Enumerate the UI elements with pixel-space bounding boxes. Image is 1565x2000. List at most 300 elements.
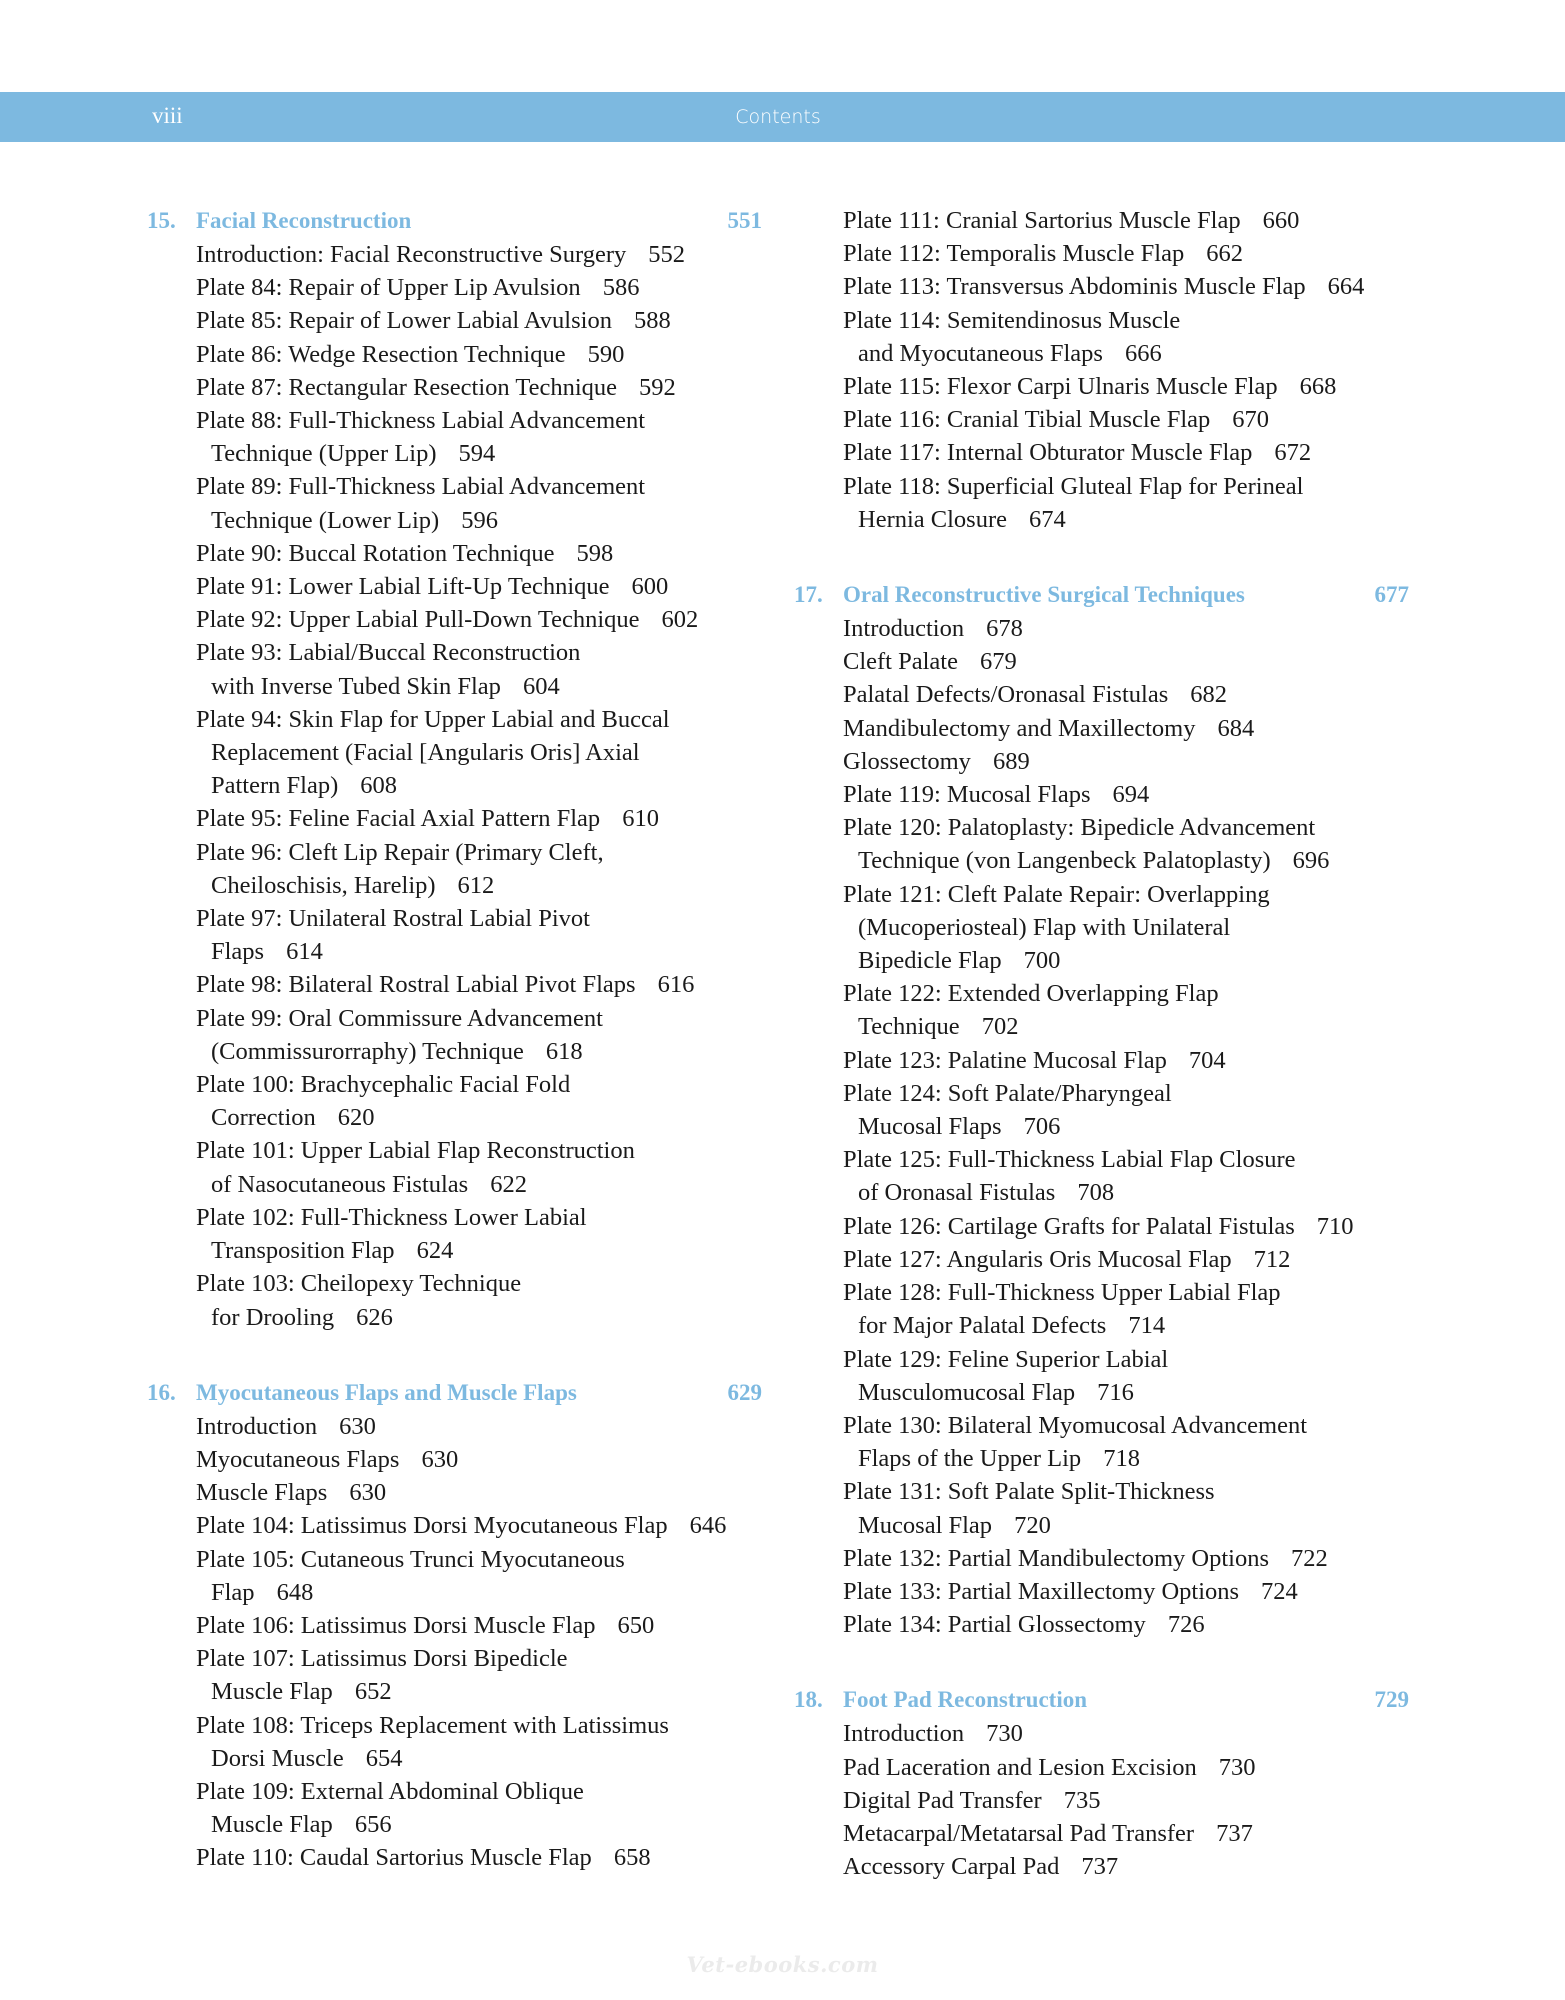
toc-entry-page: 660 bbox=[1262, 207, 1300, 234]
toc-chapter bbox=[147, 204, 762, 1334]
toc-entry-line bbox=[196, 537, 762, 570]
toc-entry-page: 618 bbox=[545, 1037, 583, 1065]
toc-entry bbox=[196, 703, 762, 803]
toc-entry-text: Flap bbox=[211, 1578, 255, 1606]
toc-entry-page: 626 bbox=[356, 1303, 393, 1331]
toc-chapter bbox=[794, 578, 1409, 1641]
toc-entry bbox=[843, 612, 1409, 645]
toc-entry bbox=[843, 1276, 1409, 1342]
toc-entry-line bbox=[843, 1475, 1409, 1508]
toc-entry-line bbox=[843, 745, 1409, 778]
toc-entry-line bbox=[843, 1309, 1409, 1342]
toc-entry-line bbox=[843, 778, 1409, 811]
toc-entry-page: 718 bbox=[1103, 1445, 1140, 1473]
toc-entry bbox=[843, 678, 1409, 711]
toc-entry bbox=[196, 271, 762, 304]
toc-entry-text: Musculomucosal Flap bbox=[858, 1378, 1076, 1406]
toc-entry bbox=[196, 570, 762, 603]
chapter-title: Facial Reconstruction bbox=[196, 208, 412, 233]
toc-entry-page: 652 bbox=[354, 1678, 392, 1706]
toc-entry-line bbox=[196, 570, 762, 603]
toc-entry-line bbox=[843, 1044, 1409, 1077]
toc-entry-text: Plate 122: Extended Overlapping Flap bbox=[843, 980, 1219, 1008]
toc-entry-line bbox=[196, 769, 762, 802]
toc-entry bbox=[843, 304, 1409, 370]
toc-entry bbox=[196, 968, 762, 1001]
toc-entry-text: Plate 123: Palatine Mucosal Flap bbox=[843, 1046, 1167, 1074]
toc-entry-text: Muscle Flap bbox=[211, 1811, 333, 1839]
toc-entry-line bbox=[843, 612, 1409, 645]
toc-entry-line bbox=[843, 878, 1409, 911]
toc-entry-text: Bipedicle Flap bbox=[858, 947, 1002, 975]
toc-entry-page: 720 bbox=[1014, 1511, 1051, 1539]
toc-entry-text: Plate 106: Latissimus Dorsi Muscle Flap bbox=[196, 1611, 596, 1639]
toc-entry-text: Plate 93: Labial/Buccal Reconstruction bbox=[196, 639, 581, 667]
toc-entry-page: 672 bbox=[1274, 439, 1312, 467]
toc-entry-text: Metacarpal/Metatarsal Pad Transfer bbox=[843, 1819, 1195, 1847]
toc-entry-line bbox=[196, 968, 762, 1001]
toc-entry-line bbox=[196, 869, 762, 902]
toc-entry-text: Plate 111: Cranial Sartorius Muscle Flap bbox=[843, 207, 1241, 234]
toc-entry-line bbox=[196, 1035, 762, 1068]
toc-entry-text: Plate 84: Repair of Upper Lip Avulsion bbox=[196, 274, 581, 302]
toc-entry-page: 724 bbox=[1261, 1577, 1298, 1605]
toc-entry-text: Glossectomy bbox=[843, 747, 971, 775]
toc-entry-page: 622 bbox=[490, 1170, 527, 1198]
toc-entry-text: Plate 98: Bilateral Rostral Labial Pivot Flaps bbox=[196, 971, 636, 999]
toc-entry-text: Plate 94: Skin Flap for Upper Labial and Buccal bbox=[196, 705, 670, 733]
toc-entry-page: 610 bbox=[622, 805, 659, 833]
chapter-page-number: 551 bbox=[727, 208, 762, 233]
toc-entry bbox=[196, 1775, 762, 1841]
toc-entry-line bbox=[196, 1476, 762, 1509]
toc-entry-text: Technique (Upper Lip) bbox=[211, 440, 437, 468]
toc-entry-text: (Commissurorraphy) Technique bbox=[211, 1037, 524, 1065]
toc-entry-text: Plate 90: Buccal Rotation Technique bbox=[196, 539, 555, 567]
toc-entry-line bbox=[843, 944, 1409, 977]
toc-entry bbox=[196, 1709, 762, 1775]
toc-entry-page: 726 bbox=[1167, 1611, 1205, 1639]
toc-entry bbox=[843, 745, 1409, 778]
chapter-title: Oral Reconstructive Surgical Techniques bbox=[843, 582, 1245, 608]
toc-entry-line bbox=[843, 337, 1409, 370]
toc-entry-page: 624 bbox=[416, 1237, 454, 1265]
toc-entry bbox=[843, 1243, 1409, 1276]
toc-entry bbox=[843, 370, 1409, 403]
toc-entry bbox=[196, 537, 762, 570]
toc-entry-text: Dorsi Muscle bbox=[211, 1744, 344, 1772]
toc-entry-page: 596 bbox=[461, 506, 498, 534]
toc-entry bbox=[843, 1409, 1409, 1475]
toc-entry-line bbox=[196, 1234, 762, 1267]
toc-entry-text: Transposition Flap bbox=[211, 1237, 395, 1265]
toc-entry bbox=[843, 1717, 1409, 1750]
toc-entry-text: Mucosal Flap bbox=[858, 1511, 993, 1539]
toc-entry-page: 612 bbox=[457, 871, 495, 899]
chapter-title: Myocutaneous Flaps and Muscle Flaps bbox=[196, 1379, 577, 1405]
toc-entry-page: 714 bbox=[1128, 1312, 1166, 1340]
toc-entry-line bbox=[196, 670, 762, 703]
toc-entry-line bbox=[843, 1850, 1409, 1883]
toc-entry-page: 666 bbox=[1124, 339, 1162, 367]
toc-entry-text: Introduction bbox=[196, 1412, 318, 1440]
toc-entry-text: Flaps of the Upper Lip bbox=[858, 1445, 1082, 1473]
toc-entry-text: Plate 130: Bilateral Myomucosal Advancement bbox=[843, 1411, 1308, 1439]
toc-entry-text: for Drooling bbox=[211, 1303, 335, 1331]
toc-entry-text: Plate 103: Cheilopexy Technique bbox=[196, 1270, 522, 1298]
toc-entry-page: 592 bbox=[639, 373, 676, 401]
toc-entry-page: 700 bbox=[1023, 947, 1061, 975]
toc-column-left bbox=[147, 204, 762, 1917]
toc-entry-text: Technique (von Langenbeck Palatoplasty) bbox=[858, 847, 1271, 875]
toc-entry-text: Muscle Flaps bbox=[196, 1479, 328, 1507]
running-header-title: Contents bbox=[735, 106, 821, 128]
toc-entry-line bbox=[843, 237, 1409, 270]
toc-entry-line bbox=[196, 1675, 762, 1708]
toc-entry bbox=[196, 1134, 762, 1200]
toc-entry bbox=[843, 204, 1409, 237]
toc-entry-line bbox=[843, 811, 1409, 844]
toc-entry-page: 722 bbox=[1290, 1544, 1328, 1572]
toc-entry bbox=[843, 1044, 1409, 1077]
toc-entry-line bbox=[843, 977, 1409, 1010]
toc-entry-text: Plate 97: Unilateral Rostral Labial Pivot bbox=[196, 905, 590, 933]
toc-entry bbox=[843, 1575, 1409, 1608]
toc-entry-line bbox=[196, 1841, 762, 1874]
toc-entry-text: Plate 118: Superficial Gluteal Flap for Perineal bbox=[843, 472, 1304, 500]
toc-entry-page: 704 bbox=[1188, 1046, 1226, 1074]
toc-entry-text: Plate 88: Full-Thickness Labial Advancement bbox=[196, 407, 646, 435]
toc-entry-page: 552 bbox=[648, 241, 685, 268]
chapter-number: 17. bbox=[794, 582, 823, 608]
toc-entry-text: Plate 89: Full-Thickness Labial Advancement bbox=[196, 473, 646, 501]
toc-entry-text: Plate 134: Partial Glossectomy bbox=[843, 1611, 1146, 1639]
toc-entry-text: of Nasocutaneous Fistulas bbox=[211, 1170, 469, 1198]
toc-entry-page: 662 bbox=[1206, 240, 1243, 268]
toc-entry-line bbox=[196, 238, 762, 271]
toc-entry-line bbox=[843, 1276, 1409, 1309]
toc-entry-line bbox=[196, 1775, 762, 1808]
toc-entry-text: Technique (Lower Lip) bbox=[211, 506, 440, 534]
toc-entry bbox=[196, 1267, 762, 1333]
toc-entry bbox=[843, 1210, 1409, 1243]
toc-entry-page: 664 bbox=[1327, 273, 1365, 301]
toc-entry-text: Plate 128: Full-Thickness Upper Labial Flap bbox=[843, 1279, 1281, 1307]
toc-column-right bbox=[794, 204, 1409, 1925]
toc-entry-page: 674 bbox=[1029, 505, 1066, 533]
chapter-page-number: 629 bbox=[727, 1379, 762, 1405]
chapter-title: Foot Pad Reconstruction bbox=[843, 1687, 1088, 1713]
toc-entry-text: Replacement (Facial [Angularis Oris] Axial bbox=[211, 739, 640, 767]
toc-entry bbox=[196, 1002, 762, 1068]
toc-entry-line bbox=[843, 370, 1409, 403]
toc-entry-line bbox=[196, 1709, 762, 1742]
toc-entry bbox=[843, 712, 1409, 745]
toc-entry-page: 668 bbox=[1299, 373, 1337, 401]
toc-entry bbox=[843, 470, 1409, 536]
toc-entry-page: 646 bbox=[689, 1512, 727, 1540]
toc-entry-page: 616 bbox=[657, 971, 695, 999]
toc-entry-text: Palatal Defects/Oronasal Fistulas bbox=[843, 681, 1169, 709]
toc-entries bbox=[147, 1410, 762, 1875]
toc-entry-text: Plate 125: Full-Thickness Labial Flap Closure bbox=[843, 1146, 1296, 1174]
toc-entry-page: 708 bbox=[1077, 1179, 1115, 1207]
toc-entry bbox=[196, 338, 762, 371]
toc-entry-line bbox=[843, 1010, 1409, 1043]
toc-entry-line bbox=[843, 1542, 1409, 1575]
toc-entry-line bbox=[843, 1751, 1409, 1784]
toc-entry-page: 694 bbox=[1112, 781, 1150, 809]
toc-entry bbox=[196, 470, 762, 536]
toc-entry-line bbox=[196, 1168, 762, 1201]
toc-entry-text: Plate 129: Feline Superior Labial bbox=[843, 1345, 1169, 1373]
toc-entry-text: for Major Palatal Defects bbox=[858, 1312, 1107, 1340]
toc-entry bbox=[843, 878, 1409, 978]
toc-entry-text: Plate 87: Rectangular Resection Technique bbox=[196, 373, 618, 401]
toc-entry bbox=[843, 778, 1409, 811]
toc-entry-line bbox=[196, 736, 762, 769]
chapter-heading bbox=[794, 578, 1409, 612]
toc-entry-line bbox=[196, 271, 762, 304]
toc-entry-text: Introduction bbox=[843, 615, 965, 643]
toc-entry bbox=[843, 1343, 1409, 1409]
toc-entry-page: 654 bbox=[365, 1744, 403, 1772]
toc-entry-text: Hernia Closure bbox=[858, 505, 1007, 533]
toc-entry bbox=[196, 1201, 762, 1267]
toc-entry-text: Plate 109: External Abdominal Oblique bbox=[196, 1777, 584, 1805]
toc-entry-line bbox=[843, 1575, 1409, 1608]
toc-entry-text: Plate 131: Soft Palate Split-Thickness bbox=[843, 1478, 1215, 1506]
toc-entry-text: Plate 95: Feline Facial Axial Pattern Flap bbox=[196, 805, 601, 833]
toc-entry-line bbox=[196, 1068, 762, 1101]
toc-entry-text: Cleft Palate bbox=[843, 648, 958, 676]
toc-entry-line bbox=[196, 1808, 762, 1841]
toc-entry bbox=[196, 304, 762, 337]
toc-entry-page: 630 bbox=[349, 1479, 387, 1507]
toc-entry-page: 600 bbox=[631, 573, 669, 601]
toc-entry-text: Introduction: Facial Reconstructive Surgery bbox=[196, 241, 627, 268]
toc-entry-line bbox=[843, 1442, 1409, 1475]
toc-entry-line bbox=[196, 1543, 762, 1576]
toc-entry-text: Introduction bbox=[843, 1720, 965, 1748]
toc-entry-text: Plate 116: Cranial Tibial Muscle Flap bbox=[843, 406, 1211, 434]
toc-entry bbox=[196, 1068, 762, 1134]
toc-entry-line bbox=[196, 504, 762, 537]
toc-entry-text: Myocutaneous Flaps bbox=[196, 1445, 400, 1473]
toc-entry-line bbox=[196, 1576, 762, 1609]
chapter-heading bbox=[794, 1683, 1409, 1717]
toc-entry-text: Plate 114: Semitendinosus Muscle bbox=[843, 306, 1181, 334]
toc-entry-text: of Oronasal Fistulas bbox=[858, 1179, 1056, 1207]
toc-entry-text: Plate 110: Caudal Sartorius Muscle Flap bbox=[196, 1844, 592, 1872]
toc-entry-text: Plate 104: Latissimus Dorsi Myocutaneous Flap bbox=[196, 1512, 668, 1540]
toc-entry-line bbox=[843, 645, 1409, 678]
toc-entry-text: Plate 126: Cartilage Grafts for Palatal Fistulas bbox=[843, 1212, 1295, 1240]
toc-entry-page: 678 bbox=[986, 615, 1023, 643]
toc-entry-line bbox=[843, 1176, 1409, 1209]
toc-entries bbox=[794, 1717, 1409, 1883]
toc-entry-page: 648 bbox=[276, 1578, 314, 1606]
toc-entry-line bbox=[196, 836, 762, 869]
toc-chapter bbox=[794, 204, 1409, 536]
toc-entry-line bbox=[196, 636, 762, 669]
toc-entry-text: Cheiloschisis, Harelip) bbox=[211, 871, 436, 899]
toc-entry bbox=[843, 1475, 1409, 1541]
toc-entry-text: Plate 101: Upper Labial Flap Reconstruction bbox=[196, 1137, 635, 1165]
watermark: Vet-ebooks.com bbox=[686, 1952, 879, 1977]
toc-entry-line bbox=[196, 437, 762, 470]
chapter-number: 15. bbox=[147, 208, 176, 233]
toc-entries bbox=[794, 204, 1409, 536]
chapter-number: 16. bbox=[147, 1379, 176, 1405]
toc-entry-page: 650 bbox=[617, 1611, 655, 1639]
toc-entry bbox=[843, 811, 1409, 877]
toc-entry-page: 689 bbox=[992, 747, 1030, 775]
toc-entry-line bbox=[843, 403, 1409, 436]
toc-entry-line bbox=[196, 1443, 762, 1476]
toc-entry-text: Plate 92: Upper Labial Pull-Down Technique bbox=[196, 606, 640, 634]
toc-entry-line bbox=[196, 1267, 762, 1300]
toc-entry-page: 670 bbox=[1232, 406, 1270, 434]
toc-entry-text: Flaps bbox=[211, 938, 265, 966]
toc-entry-page: 620 bbox=[337, 1104, 375, 1132]
toc-entry-line bbox=[196, 1410, 762, 1443]
toc-entry-text: Plate 108: Triceps Replacement with Latissimus bbox=[196, 1711, 669, 1739]
toc-entry-text: Plate 99: Oral Commissure Advancement bbox=[196, 1004, 603, 1032]
toc-entry bbox=[196, 371, 762, 404]
toc-entry-text: Technique bbox=[858, 1013, 960, 1041]
toc-entry-page: 594 bbox=[458, 440, 496, 468]
toc-entry-page: 608 bbox=[360, 772, 397, 800]
toc-entry-text: Pattern Flap) bbox=[211, 772, 339, 800]
toc-entry bbox=[843, 1850, 1409, 1883]
toc-entry-text: Plate 127: Angularis Oris Mucosal Flap bbox=[843, 1245, 1232, 1273]
toc-entry-line bbox=[196, 1742, 762, 1775]
toc-entry-page: 679 bbox=[979, 648, 1017, 676]
toc-entry-line bbox=[843, 1243, 1409, 1276]
toc-entry-text: (Mucoperiosteal) Flap with Unilateral bbox=[858, 913, 1231, 941]
toc-entry bbox=[196, 238, 762, 271]
toc-entry-text: Plate 96: Cleft Lip Repair (Primary Cleft, bbox=[196, 838, 604, 866]
toc-entry-page: 730 bbox=[986, 1720, 1023, 1748]
toc-entry-page: 588 bbox=[633, 307, 671, 335]
toc-entry bbox=[196, 603, 762, 636]
toc-chapter bbox=[147, 1376, 762, 1875]
toc-entry-line bbox=[196, 1201, 762, 1234]
toc-entry bbox=[843, 977, 1409, 1043]
toc-entry-line bbox=[196, 703, 762, 736]
toc-entry-page: 630 bbox=[421, 1445, 459, 1473]
toc-entry-text: Plate 115: Flexor Carpi Ulnaris Muscle Flap bbox=[843, 373, 1278, 401]
toc-entry-line bbox=[843, 844, 1409, 877]
chapter-page-number: 677 bbox=[1374, 582, 1409, 608]
toc-entry bbox=[843, 1077, 1409, 1143]
toc-entry bbox=[843, 1608, 1409, 1641]
toc-entry-text: Plate 86: Wedge Resection Technique bbox=[196, 340, 566, 368]
toc-entry-line bbox=[843, 1717, 1409, 1750]
toc-entry-text: and Myocutaneous Flaps bbox=[858, 339, 1103, 367]
toc-entry-page: 712 bbox=[1253, 1245, 1291, 1273]
toc-entry-line bbox=[196, 404, 762, 437]
toc-entry-line bbox=[843, 304, 1409, 337]
toc-entry-text: Plate 132: Partial Mandibulectomy Options bbox=[843, 1544, 1269, 1572]
toc-entry-text: Plate 124: Soft Palate/Pharyngeal bbox=[843, 1079, 1172, 1107]
toc-entry bbox=[196, 1642, 762, 1708]
chapter-heading bbox=[147, 1376, 762, 1410]
toc-entry-line bbox=[843, 1509, 1409, 1542]
toc-entry bbox=[843, 645, 1409, 678]
toc-entry-page: 614 bbox=[286, 938, 323, 966]
toc-entry-line bbox=[196, 1134, 762, 1167]
toc-entry bbox=[196, 1609, 762, 1642]
toc-entry-text: Plate 112: Temporalis Muscle Flap bbox=[843, 240, 1185, 268]
toc-entry-page: 737 bbox=[1216, 1819, 1253, 1847]
toc-entry-text: Pad Laceration and Lesion Excision bbox=[843, 1753, 1197, 1781]
toc-entry bbox=[843, 1784, 1409, 1817]
toc-entry-line bbox=[843, 1110, 1409, 1143]
toc-entry-line bbox=[196, 603, 762, 636]
toc-entry-text: Muscle Flap bbox=[211, 1678, 333, 1706]
toc-entry bbox=[843, 237, 1409, 270]
toc-entry-line bbox=[196, 470, 762, 503]
chapter-page-number: 729 bbox=[1374, 1687, 1409, 1713]
toc-entry-text: Plate 102: Full-Thickness Lower Labial bbox=[196, 1203, 587, 1231]
toc-entry-line bbox=[196, 1509, 762, 1542]
toc-entry bbox=[196, 1543, 762, 1609]
toc-entry-line bbox=[843, 1409, 1409, 1442]
toc-entry-page: 706 bbox=[1023, 1113, 1061, 1141]
toc-entry-line bbox=[843, 1143, 1409, 1176]
toc-entries bbox=[794, 612, 1409, 1641]
toc-entry-line bbox=[196, 304, 762, 337]
toc-entry-text: Plate 85: Repair of Lower Labial Avulsion bbox=[196, 307, 612, 335]
toc-entry-text: Plate 117: Internal Obturator Muscle Flap bbox=[843, 439, 1253, 467]
toc-entry-line bbox=[196, 338, 762, 371]
toc-entry-text: Plate 113: Transversus Abdominis Muscle Flap bbox=[843, 273, 1306, 301]
toc-entry-page: 586 bbox=[602, 274, 640, 302]
toc-entry-page: 630 bbox=[339, 1412, 376, 1440]
chapter-number: 18. bbox=[794, 1687, 823, 1713]
toc-chapter bbox=[794, 1683, 1409, 1883]
toc-entry-page: 598 bbox=[576, 539, 614, 567]
toc-entry-page: 590 bbox=[587, 340, 625, 368]
toc-entry bbox=[196, 802, 762, 835]
toc-entry bbox=[196, 404, 762, 470]
toc-entry-line bbox=[843, 1817, 1409, 1850]
toc-entry-text: Plate 105: Cutaneous Trunci Myocutaneous bbox=[196, 1545, 625, 1573]
toc-entry-line bbox=[843, 1210, 1409, 1243]
toc-entry-page: 604 bbox=[522, 672, 560, 700]
toc-entry bbox=[843, 1751, 1409, 1784]
toc-entry bbox=[843, 436, 1409, 469]
toc-entry bbox=[843, 1542, 1409, 1575]
toc-entry-line bbox=[196, 1101, 762, 1134]
toc-entry-line bbox=[196, 1642, 762, 1675]
toc-entry-text: Plate 133: Partial Maxillectomy Options bbox=[843, 1577, 1240, 1605]
toc-entry-text: Plate 119: Mucosal Flaps bbox=[843, 781, 1091, 809]
toc-entry-text: Plate 121: Cleft Palate Repair: Overlapping bbox=[843, 880, 1270, 908]
toc-entry-page: 735 bbox=[1063, 1786, 1101, 1814]
toc-entry bbox=[196, 1509, 762, 1542]
toc-entry-page: 656 bbox=[354, 1811, 392, 1839]
toc-entry-page: 658 bbox=[613, 1844, 651, 1872]
toc-entry-page: 737 bbox=[1081, 1853, 1119, 1881]
toc-entry-line bbox=[843, 470, 1409, 503]
toc-entry-page: 702 bbox=[981, 1013, 1019, 1041]
toc-entries bbox=[147, 238, 762, 1334]
toc-entry-line bbox=[196, 1002, 762, 1035]
toc-entry-page: 682 bbox=[1190, 681, 1227, 709]
